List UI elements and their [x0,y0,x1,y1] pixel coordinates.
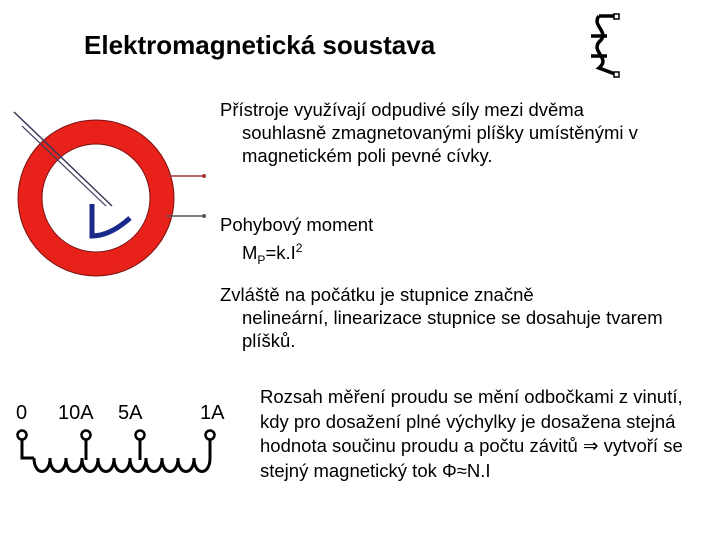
paragraph-scale-rest: nelineární, linearizace stupnice se dosahuje tvarem plíšků. [242,307,663,351]
tap-label-5a: 5A [118,402,143,424]
paragraph-range: Rozsah měření proudu se mění odbočkami z vinutí, kdy pro dosažení plné výchylky je dosažena stejná hodnota součinu proudu a počtu závitů ⇒ vytvoří se stejný magnetický tok Φ≈N.I [260,386,683,481]
page-title: Elektromagnetická soustava [84,30,436,60]
electromagnetic-instrument-symbol-icon [585,12,625,78]
paragraph-scale [220,283,718,352]
tap-terminal-10a [82,431,91,440]
tap-terminal-1a [206,431,215,440]
formula-m: M [242,242,258,264]
paragraph-torque: Pohybový moment [220,214,374,235]
formula [242,237,302,272]
tap-label-1a: 1A [200,402,225,424]
tap-label-0: 0 [16,402,28,424]
tapped-coil-diagram [0,396,240,486]
tap-terminal-5a [136,431,145,440]
moving-iron-meter-diagram [8,108,208,298]
paragraph-principle-rest: souhlasně zmagnetovanými plíšky umístěnými v magnetickém poli pevné cívky. [242,122,638,166]
formula-mid: =k.I [265,242,296,264]
paragraph-principle-first: Přístroje využívají odpudivé síly mezi dvěma [220,99,584,120]
moving-vane [92,204,130,236]
tap-label-10a: 10A [58,402,94,424]
formula-sub: P [257,252,266,267]
formula-sup: 2 [295,241,303,255]
paragraph-principle [220,98,715,167]
tap-terminal-0 [18,431,27,440]
paragraph-scale-first: Zvláště na počátku je stupnice značně [220,284,534,305]
